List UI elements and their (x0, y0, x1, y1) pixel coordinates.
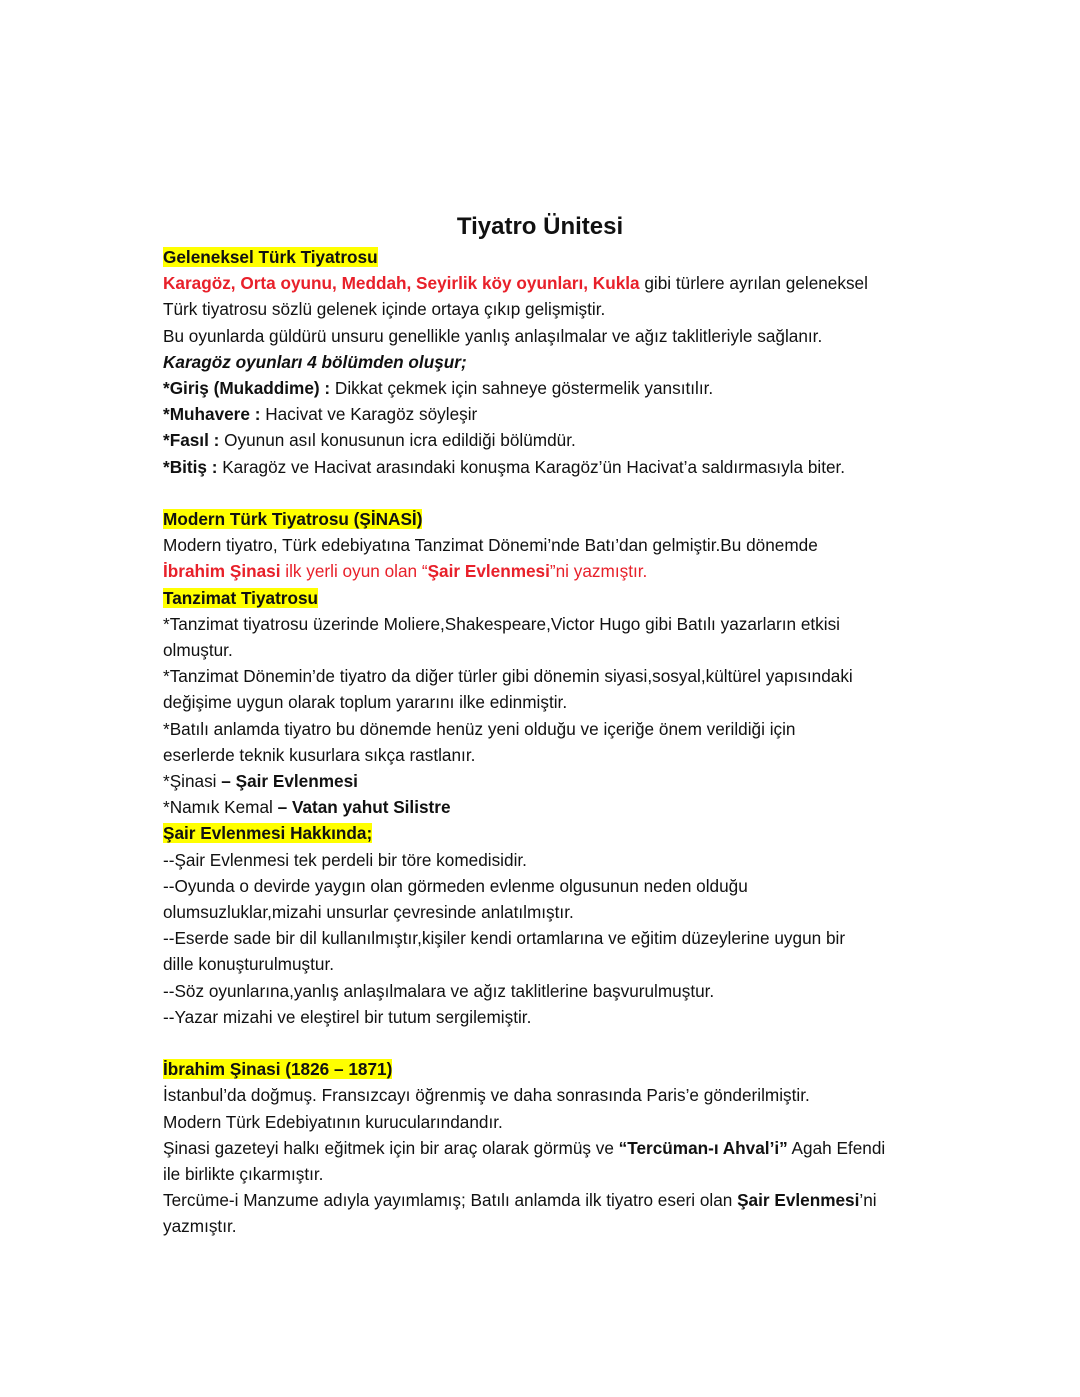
ibrahim-line-5 (163, 1187, 923, 1213)
traditional-genres: Karagöz, Orta oyunu, Meddah, Seyirlik köy oyunları, Kukla (163, 273, 640, 294)
sair-line: --Yazar mizahi ve eleştirel bir tutum sergilemiştir. (163, 1006, 532, 1027)
tanzimat-line: *Batılı anlamda tiyatro bu dönemde henüz yeni olduğu ve içeriğe önem verildiği için (163, 718, 796, 739)
karagoz-part-text: Karagöz ve Hacivat arasındaki konuşma Karagöz’ün Hacivat’a saldırmasıyla biter. (217, 456, 846, 477)
sair-line: --Şair Evlenmesi tek perdeli bir töre komedisidir. (163, 849, 527, 870)
section-tanzimat (163, 585, 923, 611)
spacer (163, 480, 923, 506)
karagoz-part-label: *Fasıl : (163, 430, 220, 451)
ibrahim-line-6: yazmıştır. (163, 1216, 237, 1237)
heading-tanzimat-theatre: Tanzimat Tiyatrosu (163, 587, 319, 608)
play-name: Şair Evlenmesi (737, 1190, 860, 1211)
tanzimat-line: *Tanzimat tiyatrosu üzerinde Moliere,Shakespeare,Victor Hugo gibi Batılı yazarların etkisi (163, 613, 840, 634)
modern-line-2-end: ”ni yazmıştır. (549, 561, 648, 582)
karagoz-part (163, 427, 923, 453)
tanzimat-line: değişime uygun olarak toplum yararını ilke edinmiştir. (163, 692, 568, 713)
work-separator: – (216, 771, 236, 792)
section-modern (163, 506, 923, 532)
karagoz-part-label: *Giriş (Mukaddime) : (163, 378, 331, 399)
ibrahim-line-1: İstanbul’da doğmuş. Fransızcayı öğrenmiş ve daha sonrasında Paris’e gönderilmiştir. (163, 1085, 810, 1106)
section-ibrahim-sinasi (163, 1056, 923, 1082)
work-author: *Namık Kemal (163, 797, 273, 818)
work-title: Şair Evlenmesi (235, 771, 358, 792)
tanzimat-line: *Tanzimat Dönemin’de tiyatro da diğer türler gibi dönemin siyasi,sosyal,kültürel yapısındaki (163, 666, 853, 687)
sair-line: --Söz oyunlarına,yanlış anlaşılmalara ve ağız taklitlerine başvurulmuştur. (163, 980, 715, 1001)
karagoz-parts-heading: Karagöz oyunları 4 bölümden oluşur; (163, 351, 467, 372)
karagoz-part (163, 454, 923, 480)
karagoz-part (163, 401, 923, 427)
ibrahim-line-5-a: Tercüme-i Manzume adıyla yayımlamış; Batılı anlamda ilk tiyatro eseri olan (163, 1190, 738, 1211)
heading-traditional-theatre: Geleneksel Türk Tiyatrosu (163, 247, 378, 267)
section-traditional (163, 244, 923, 270)
ibrahim-line-2: Modern Türk Edebiyatının kurucularındandır. (163, 1111, 503, 1132)
traditional-intro-line-2: Türk tiyatrosu sözlü gelenek içinde ortaya çıkıp gelişmiştir. (163, 299, 606, 320)
tanzimat-work (163, 768, 923, 794)
sair-line: --Oyunda o devirde yaygın olan görmeden evlenme olgusunun neden olduğu (163, 875, 748, 896)
page-title: Tiyatro Ünitesi (456, 213, 624, 240)
karagoz-part-label: *Bitiş : (163, 456, 218, 477)
modern-line-2 (163, 558, 923, 584)
newspaper-name: “Tercüman-ı Ahval’i” (618, 1137, 788, 1158)
heading-ibrahim-sinasi: İbrahim Şinasi (1826 – 1871) (163, 1059, 393, 1080)
sair-line: olumsuzluklar,mizahi unsurlar çevresinde anlatılmıştır. (163, 902, 574, 923)
work-author: *Şinasi (163, 771, 217, 792)
heading-sair-evlenmesi: Şair Evlenmesi Hakkında; (163, 823, 373, 844)
modern-work-name: Şair Evlenmesi (427, 561, 550, 582)
karagoz-part-label: *Muhavere : (163, 404, 261, 425)
traditional-intro-rest: gibi türlere ayrılan geleneksel (639, 273, 868, 294)
ibrahim-line-5-c: ’ni (859, 1190, 877, 1211)
sair-line: dille konuşturulmuştur. (163, 954, 335, 975)
document-body (163, 244, 923, 1240)
tanzimat-line: eserlerde teknik kusurlara sıkça rastlanır. (163, 744, 476, 765)
sair-line: --Eserde sade bir dil kullanılmıştır,kişiler kendi ortamlarına ve eğitim düzeylerine uygun bir (163, 928, 846, 949)
ibrahim-line-3 (163, 1135, 923, 1161)
karagoz-part-text: Oyunun asıl konusunun icra edildiği bölümdür. (219, 430, 576, 451)
karagoz-part-text: Dikkat çekmek için sahneye göstermelik yansıtılır. (330, 378, 714, 399)
modern-line-1: Modern tiyatro, Türk edebiyatına Tanzimat Dönemi’nde Batı’dan gelmiştir.Bu dönemde (163, 535, 818, 556)
karagoz-part-text: Hacivat ve Karagöz söyleşir (260, 404, 478, 425)
karagoz-part (163, 375, 923, 401)
ibrahim-line-3-a: Şinasi gazeteyi halkı eğitmek için bir araç olarak görmüş ve (163, 1137, 619, 1158)
tanzimat-work (163, 794, 923, 820)
ibrahim-line-4: ile birlikte çıkarmıştır. (163, 1164, 324, 1185)
heading-modern-theatre: Modern Türk Tiyatrosu (ŞİNASİ) (163, 509, 423, 530)
traditional-comedy-line: Bu oyunlarda güldürü unsuru genellikle yanlış anlaşılmalar ve ağız taklitleriyle sağlanır. (163, 325, 823, 346)
work-title: Vatan yahut Silistre (291, 797, 451, 818)
work-separator: – (272, 797, 292, 818)
section-sair-evlenmesi (163, 820, 923, 846)
spacer (163, 1030, 923, 1056)
ibrahim-line-3-c: Agah Efendi (787, 1137, 886, 1158)
modern-author-name: İbrahim Şinasi (163, 561, 281, 582)
modern-line-2-mid: ilk yerli oyun olan “ (280, 561, 428, 582)
tanzimat-line: olmuştur. (163, 640, 233, 661)
traditional-intro-line (163, 270, 923, 296)
